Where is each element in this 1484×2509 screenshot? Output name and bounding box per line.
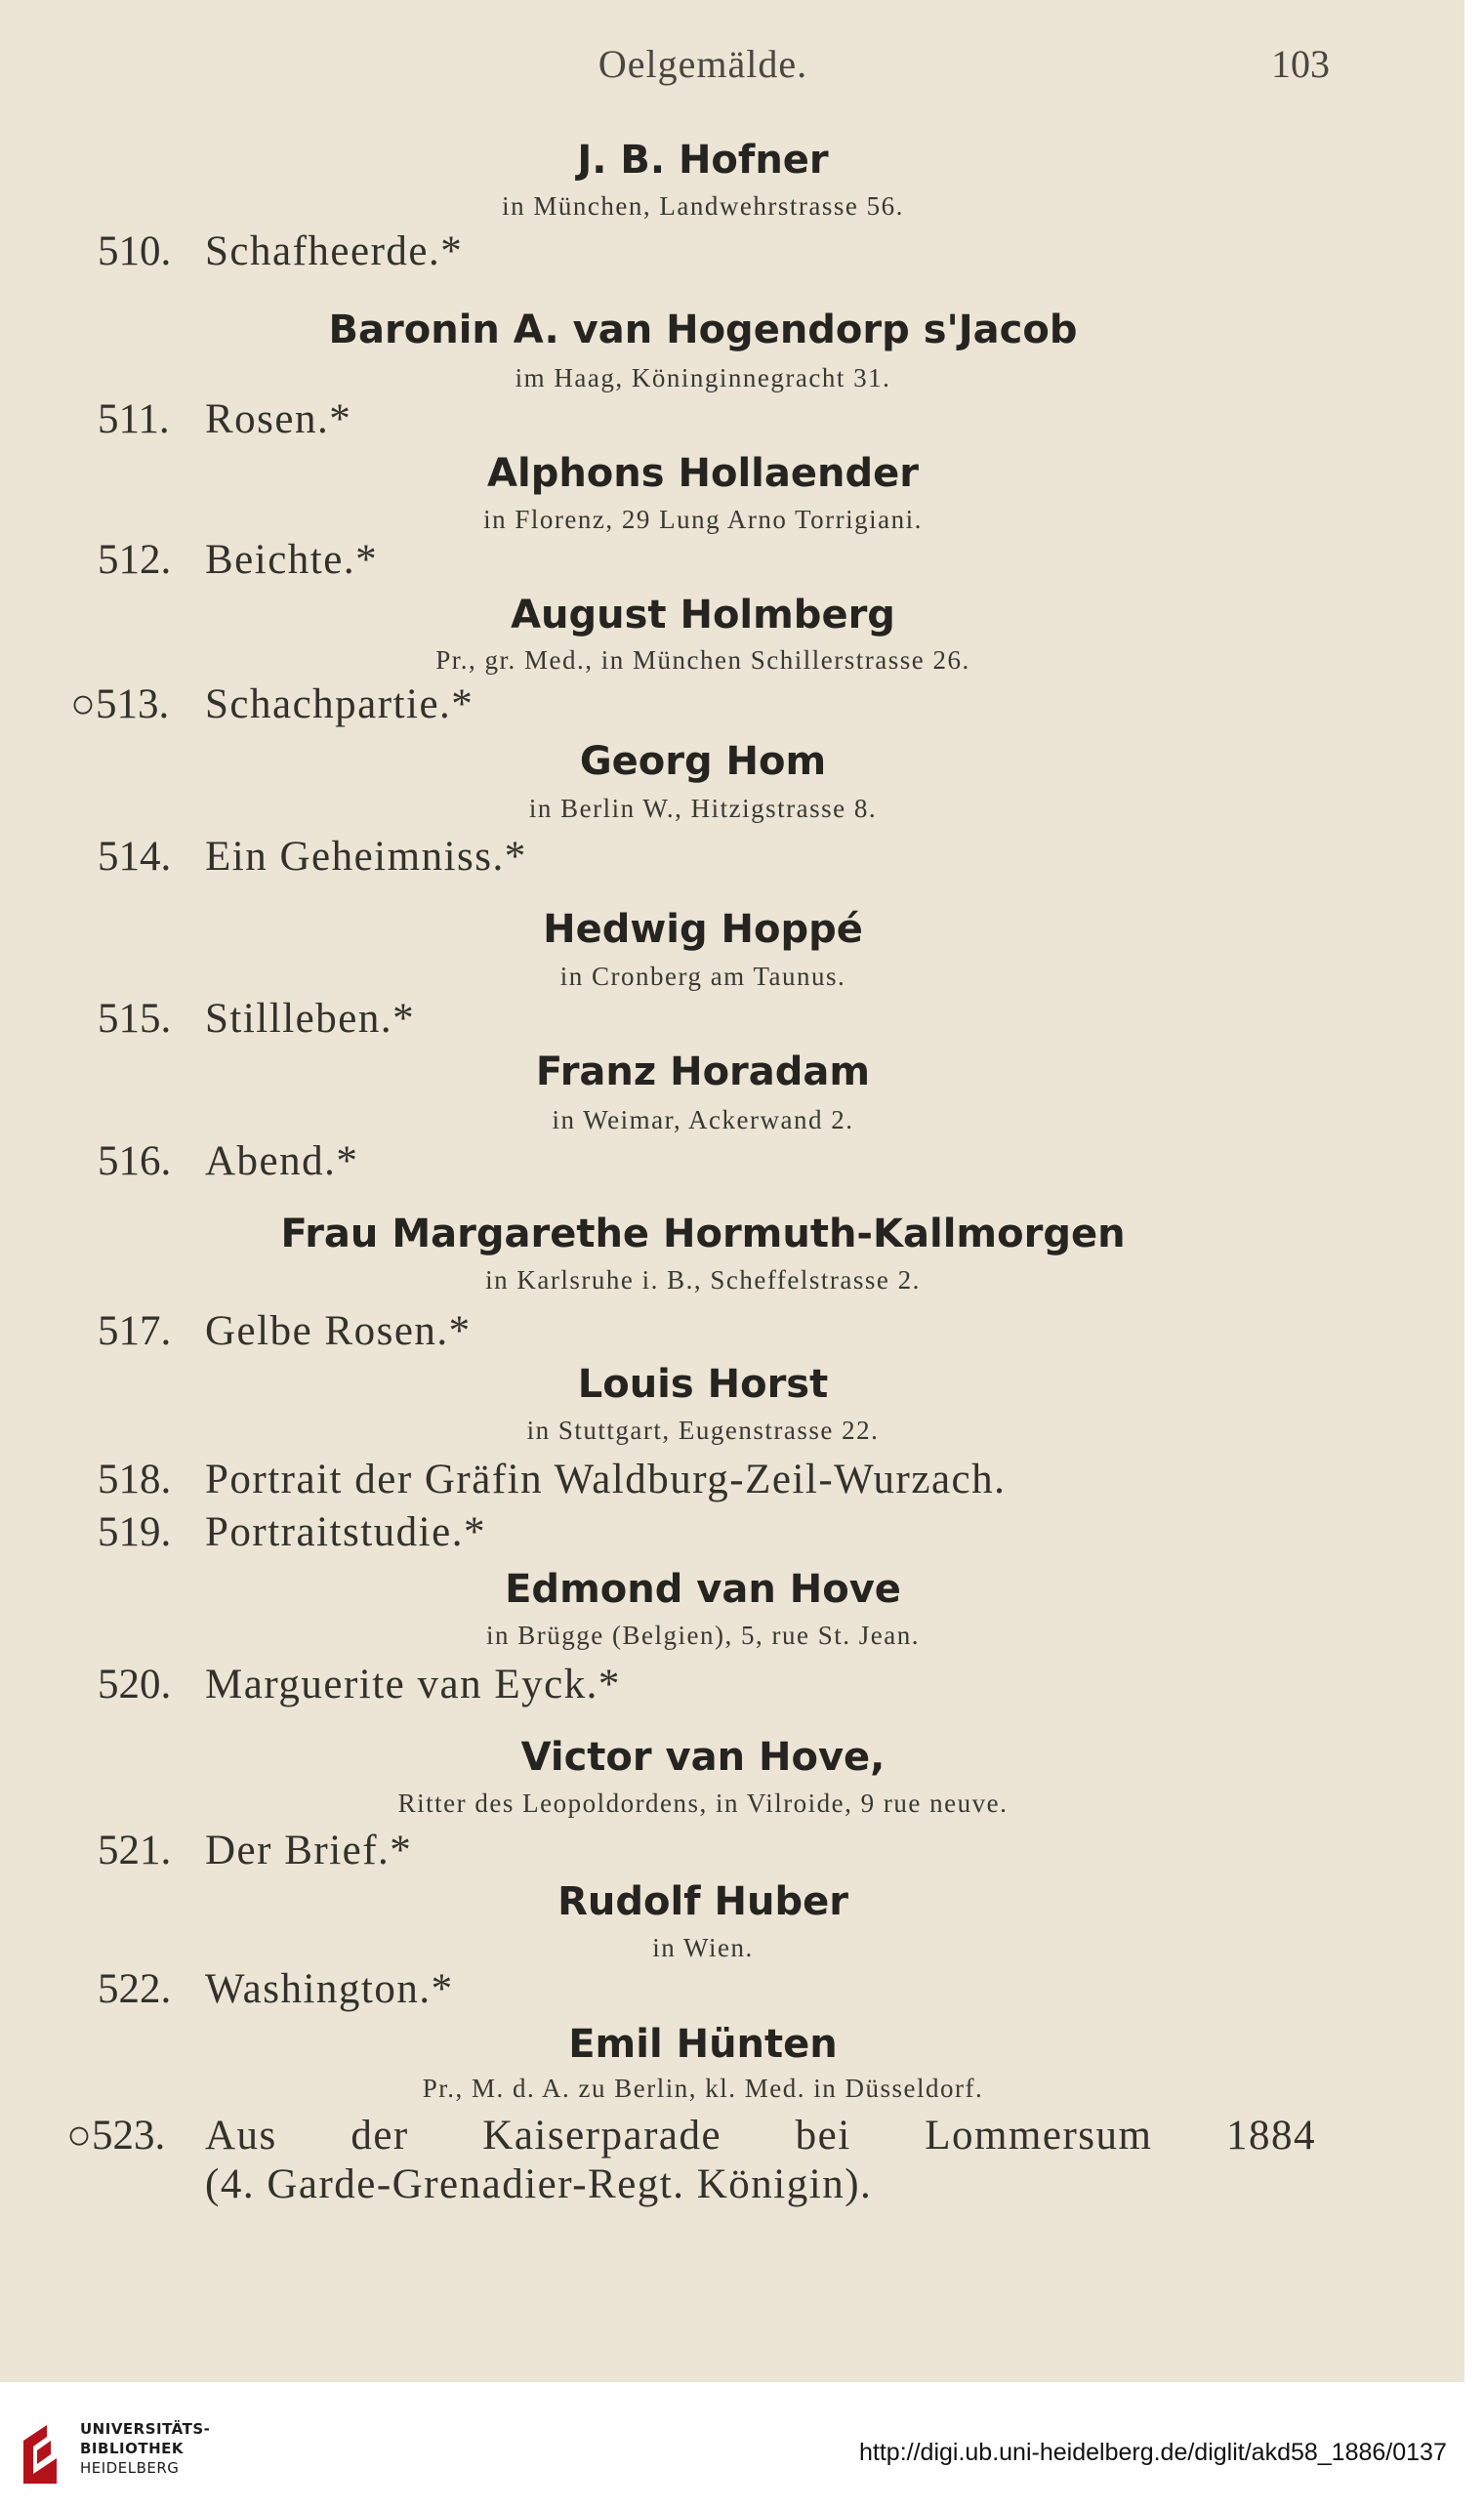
artwork-title: Aus der Kaiserparade bei Lommersum 1884 <box>205 2113 1316 2159</box>
artist-name: Alphons Hollaender <box>487 451 919 496</box>
catalog-number: 521. <box>98 1828 172 1873</box>
artist-name: Edmond van Hove <box>505 1567 901 1612</box>
artist-name: Hedwig Hoppé <box>543 907 863 952</box>
catalog-number: 517. <box>98 1308 172 1354</box>
library-line: HEIDELBERG <box>80 2459 180 2477</box>
artist-name: Franz Horadam <box>535 1049 871 1094</box>
library-name <box>80 2419 210 2478</box>
artwork-title: Portraitstudie.* <box>205 1509 486 1555</box>
artist-name: Louis Horst <box>577 1362 829 1407</box>
artist-address: in Wien. <box>652 1933 754 1962</box>
catalog-number: 516. <box>98 1138 172 1184</box>
library-line: UNIVERSITÄTS- <box>80 2420 211 2438</box>
artist-name: Emil Hünten <box>568 2022 838 2067</box>
catalog-number: 515. <box>98 996 172 1042</box>
page-number: 103 <box>1271 42 1330 86</box>
artist-name: Rudolf Huber <box>557 1879 848 1924</box>
artist-address: in Brügge (Belgien), 5, rue St. Jean. <box>486 1621 920 1650</box>
artist-address: in Stuttgart, Eugenstrasse 22. <box>526 1416 880 1445</box>
catalog-number: ○523. <box>66 2113 166 2159</box>
artist-address: in Cronberg am Taunus. <box>559 962 846 991</box>
artwork-title: Beichte.* <box>205 537 379 583</box>
catalog-number: 518. <box>98 1457 172 1502</box>
artist-name: Baronin A. van Hogendorp s'Jacob <box>328 308 1078 352</box>
catalog-number: 510. <box>98 228 172 274</box>
catalog-number: 514. <box>98 834 172 880</box>
library-line: BIBLIOTHEK <box>80 2440 184 2457</box>
artist-name: August Holmberg <box>511 593 895 638</box>
artist-address: in Karlsruhe i. B., Scheffelstrasse 2. <box>485 1265 921 1295</box>
artwork-title: Ein Geheimniss.* <box>205 834 527 880</box>
artist-name: Victor van Hove, <box>520 1735 886 1780</box>
artist-address: in Weimar, Ackerwand 2. <box>552 1105 854 1134</box>
artwork-title: Abend.* <box>205 1138 359 1184</box>
artist-name: Georg Hom <box>579 739 827 784</box>
source-url[interactable]: http://digi.ub.uni-heidelberg.de/diglit/akd58_1886/0137 <box>859 2439 1447 2466</box>
artwork-title: Washington.* <box>205 1966 454 2012</box>
catalog-number: 511. <box>98 396 170 442</box>
artist-name: Frau Margarethe Hormuth-Kallmorgen <box>280 1212 1126 1256</box>
catalog-number: 519. <box>98 1509 172 1555</box>
artist-address: in München, Landwehrstrasse 56. <box>502 191 904 221</box>
artist-name: J. B. Hofner <box>577 138 829 183</box>
catalog-number: 512. <box>98 537 172 583</box>
catalog-number: ○513. <box>70 681 170 727</box>
artwork-title: Schachpartie.* <box>205 681 474 727</box>
artwork-title: Stillleben.* <box>205 996 416 1042</box>
library-logo <box>18 2419 64 2489</box>
catalog-number: 520. <box>98 1662 172 1707</box>
artist-address: Ritter des Leopoldordens, in Vilroide, 9 rue neuve. <box>397 1789 1009 1818</box>
artist-address: Pr., gr. Med., in München Schillerstrasse 26. <box>435 645 970 675</box>
artwork-title: Gelbe Rosen.* <box>205 1308 472 1354</box>
artist-address: im Haag, Köninginnegracht 31. <box>515 363 891 392</box>
catalog-number: 522. <box>98 1966 172 2012</box>
artwork-title-continuation: (4. Garde-Grenadier-Regt. Königin). <box>205 2161 873 2207</box>
artist-address: Pr., M. d. A. zu Berlin, kl. Med. in Düsseldorf. <box>422 2074 984 2103</box>
artwork-title: Rosen.* <box>205 396 352 442</box>
artist-address: in Berlin W., Hitzigstrasse 8. <box>528 794 878 823</box>
artwork-title: Marguerite van Eyck.* <box>205 1662 621 1707</box>
artwork-title: Der Brief.* <box>205 1828 413 1873</box>
running-title: Oelgemälde. <box>598 42 808 86</box>
artwork-title: Schafheerde.* <box>205 228 464 274</box>
artwork-title: Portrait der Gräfin Waldburg-Zeil-Wurzach. <box>205 1457 1007 1502</box>
artist-address: in Florenz, 29 Lung Arno Torrigiani. <box>483 505 923 534</box>
